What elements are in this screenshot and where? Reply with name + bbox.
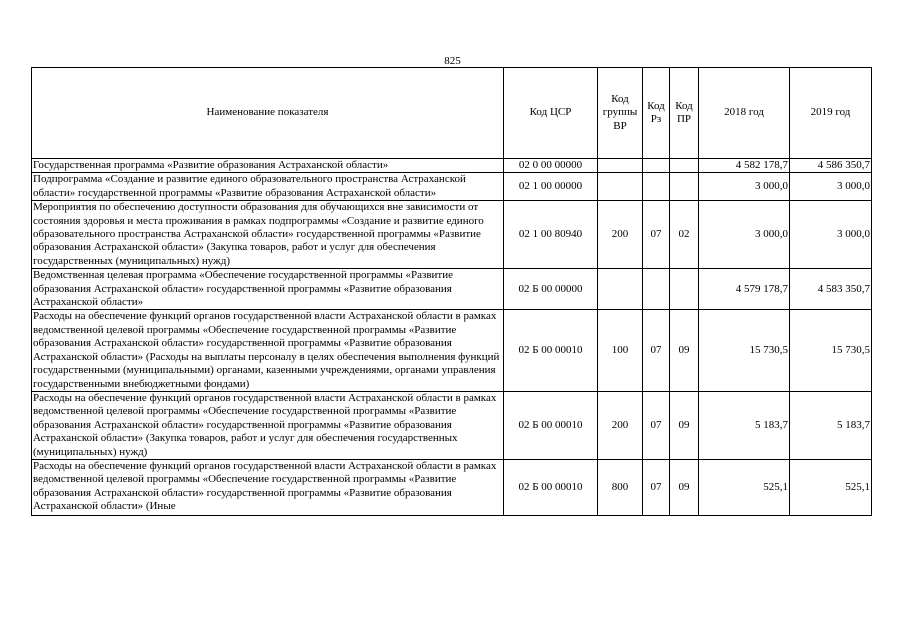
row-pr bbox=[670, 173, 699, 201]
row-2019: 525,1 bbox=[790, 459, 872, 515]
table-row bbox=[32, 310, 872, 391]
row-2018: 3 000,0 bbox=[699, 201, 790, 269]
table-row bbox=[32, 173, 872, 201]
row-rz: 07 bbox=[643, 391, 670, 459]
row-2019: 5 183,7 bbox=[790, 391, 872, 459]
row-2018: 15 730,5 bbox=[699, 310, 790, 391]
row-csr: 02 Б 00 00000 bbox=[504, 269, 598, 310]
row-2019: 3 000,0 bbox=[790, 201, 872, 269]
table-row bbox=[32, 159, 872, 173]
row-pr: 09 bbox=[670, 459, 699, 515]
row-name: Подпрограмма «Создание и развитие единого образовательного пространства Астраханской области» государственной программы «Развитие образования Астраханской области» bbox=[32, 173, 504, 201]
row-2018: 4 579 178,7 bbox=[699, 269, 790, 310]
row-rz: 07 bbox=[643, 459, 670, 515]
row-vr bbox=[598, 173, 643, 201]
row-vr: 100 bbox=[598, 310, 643, 391]
row-rz: 07 bbox=[643, 201, 670, 269]
row-pr: 09 bbox=[670, 310, 699, 391]
row-csr: 02 1 00 80940 bbox=[504, 201, 598, 269]
row-2019: 4 583 350,7 bbox=[790, 269, 872, 310]
header-2018: 2018 год bbox=[699, 68, 790, 159]
header-2019: 2019 год bbox=[790, 68, 872, 159]
row-vr bbox=[598, 159, 643, 173]
row-csr: 02 Б 00 00010 bbox=[504, 391, 598, 459]
page-number: 825 bbox=[444, 55, 461, 67]
row-name-text: Расходы на обеспечение функций органов государственной власти Астраханской области в рамках ведомственной целевой программы «Обеспечение государственной программы «Развитие образования Астраханской области» государственной программы «Развитие образования Астраханской области» (Иные bbox=[33, 459, 497, 513]
table-row bbox=[32, 391, 872, 459]
table-row bbox=[32, 269, 872, 310]
budget-table bbox=[31, 67, 872, 516]
table-row bbox=[32, 459, 872, 515]
row-rz bbox=[643, 269, 670, 310]
row-name: Мероприятия по обеспечению доступности образования для обучающихся вне зависимости от состояния здоровья и места проживания в рамках подпрограммы «Создание и развитие единого образовательного пространства Астраханской области» государственной программы «Развитие образования Астраханской области» (Закупка товаров, работ и услуг для обеспечения государственных (муниципальных) нужд) bbox=[32, 201, 504, 269]
header-rz: Код Рз bbox=[643, 68, 670, 159]
row-name: Расходы на обеспечение функций органов государственной власти Астраханской области в рамках ведомственной целевой программы «Обеспечение государственной программы «Развитие образования Астраханской области» государственной программы «Развитие образования Астраханской области» (Закупка товаров, работ и услуг для обеспечения государственных (муниципальных) нужд) bbox=[32, 391, 504, 459]
row-csr: 02 Б 00 00010 bbox=[504, 310, 598, 391]
row-2018: 4 582 178,7 bbox=[699, 159, 790, 173]
row-pr: 02 bbox=[670, 201, 699, 269]
row-2019: 3 000,0 bbox=[790, 173, 872, 201]
table-row bbox=[32, 201, 872, 269]
row-name: Ведомственная целевая программа «Обеспечение государственной программы «Развитие образования Астраханской области» государственной программы «Развитие образования Астраханской области» bbox=[32, 269, 504, 310]
row-name bbox=[32, 459, 504, 515]
header-csr: Код ЦСР bbox=[504, 68, 598, 159]
page-bottom-margin bbox=[0, 606, 905, 640]
header-pr: Код ПР bbox=[670, 68, 699, 159]
row-vr: 200 bbox=[598, 201, 643, 269]
row-csr: 02 0 00 00000 bbox=[504, 159, 598, 173]
row-pr bbox=[670, 159, 699, 173]
header-vr: Код группы ВР bbox=[598, 68, 643, 159]
row-rz bbox=[643, 159, 670, 173]
table-header-row bbox=[32, 68, 872, 159]
row-vr: 200 bbox=[598, 391, 643, 459]
row-vr bbox=[598, 269, 643, 310]
row-name: Государственная программа «Развитие образования Астраханской области» bbox=[32, 159, 504, 173]
row-2019: 4 586 350,7 bbox=[790, 159, 872, 173]
row-2018: 5 183,7 bbox=[699, 391, 790, 459]
row-2018: 525,1 bbox=[699, 459, 790, 515]
row-2019: 15 730,5 bbox=[790, 310, 872, 391]
row-vr: 800 bbox=[598, 459, 643, 515]
row-rz: 07 bbox=[643, 310, 670, 391]
row-2018: 3 000,0 bbox=[699, 173, 790, 201]
row-pr bbox=[670, 269, 699, 310]
row-name: Расходы на обеспечение функций органов государственной власти Астраханской области в рамках ведомственной целевой программы «Обеспечение государственной программы «Развитие образования Астраханской области» государственной программы «Развитие образования Астраханской области» (Расходы на выплаты персоналу в целях обеспечения выполнения функций государственными (муниципальными) органами, казенными учреждениями, органами управления государственными внебюджетными фондами) bbox=[32, 310, 504, 391]
row-csr: 02 1 00 00000 bbox=[504, 173, 598, 201]
row-rz bbox=[643, 173, 670, 201]
row-csr: 02 Б 00 00010 bbox=[504, 459, 598, 515]
header-name: Наименование показателя bbox=[32, 68, 504, 159]
row-pr: 09 bbox=[670, 391, 699, 459]
